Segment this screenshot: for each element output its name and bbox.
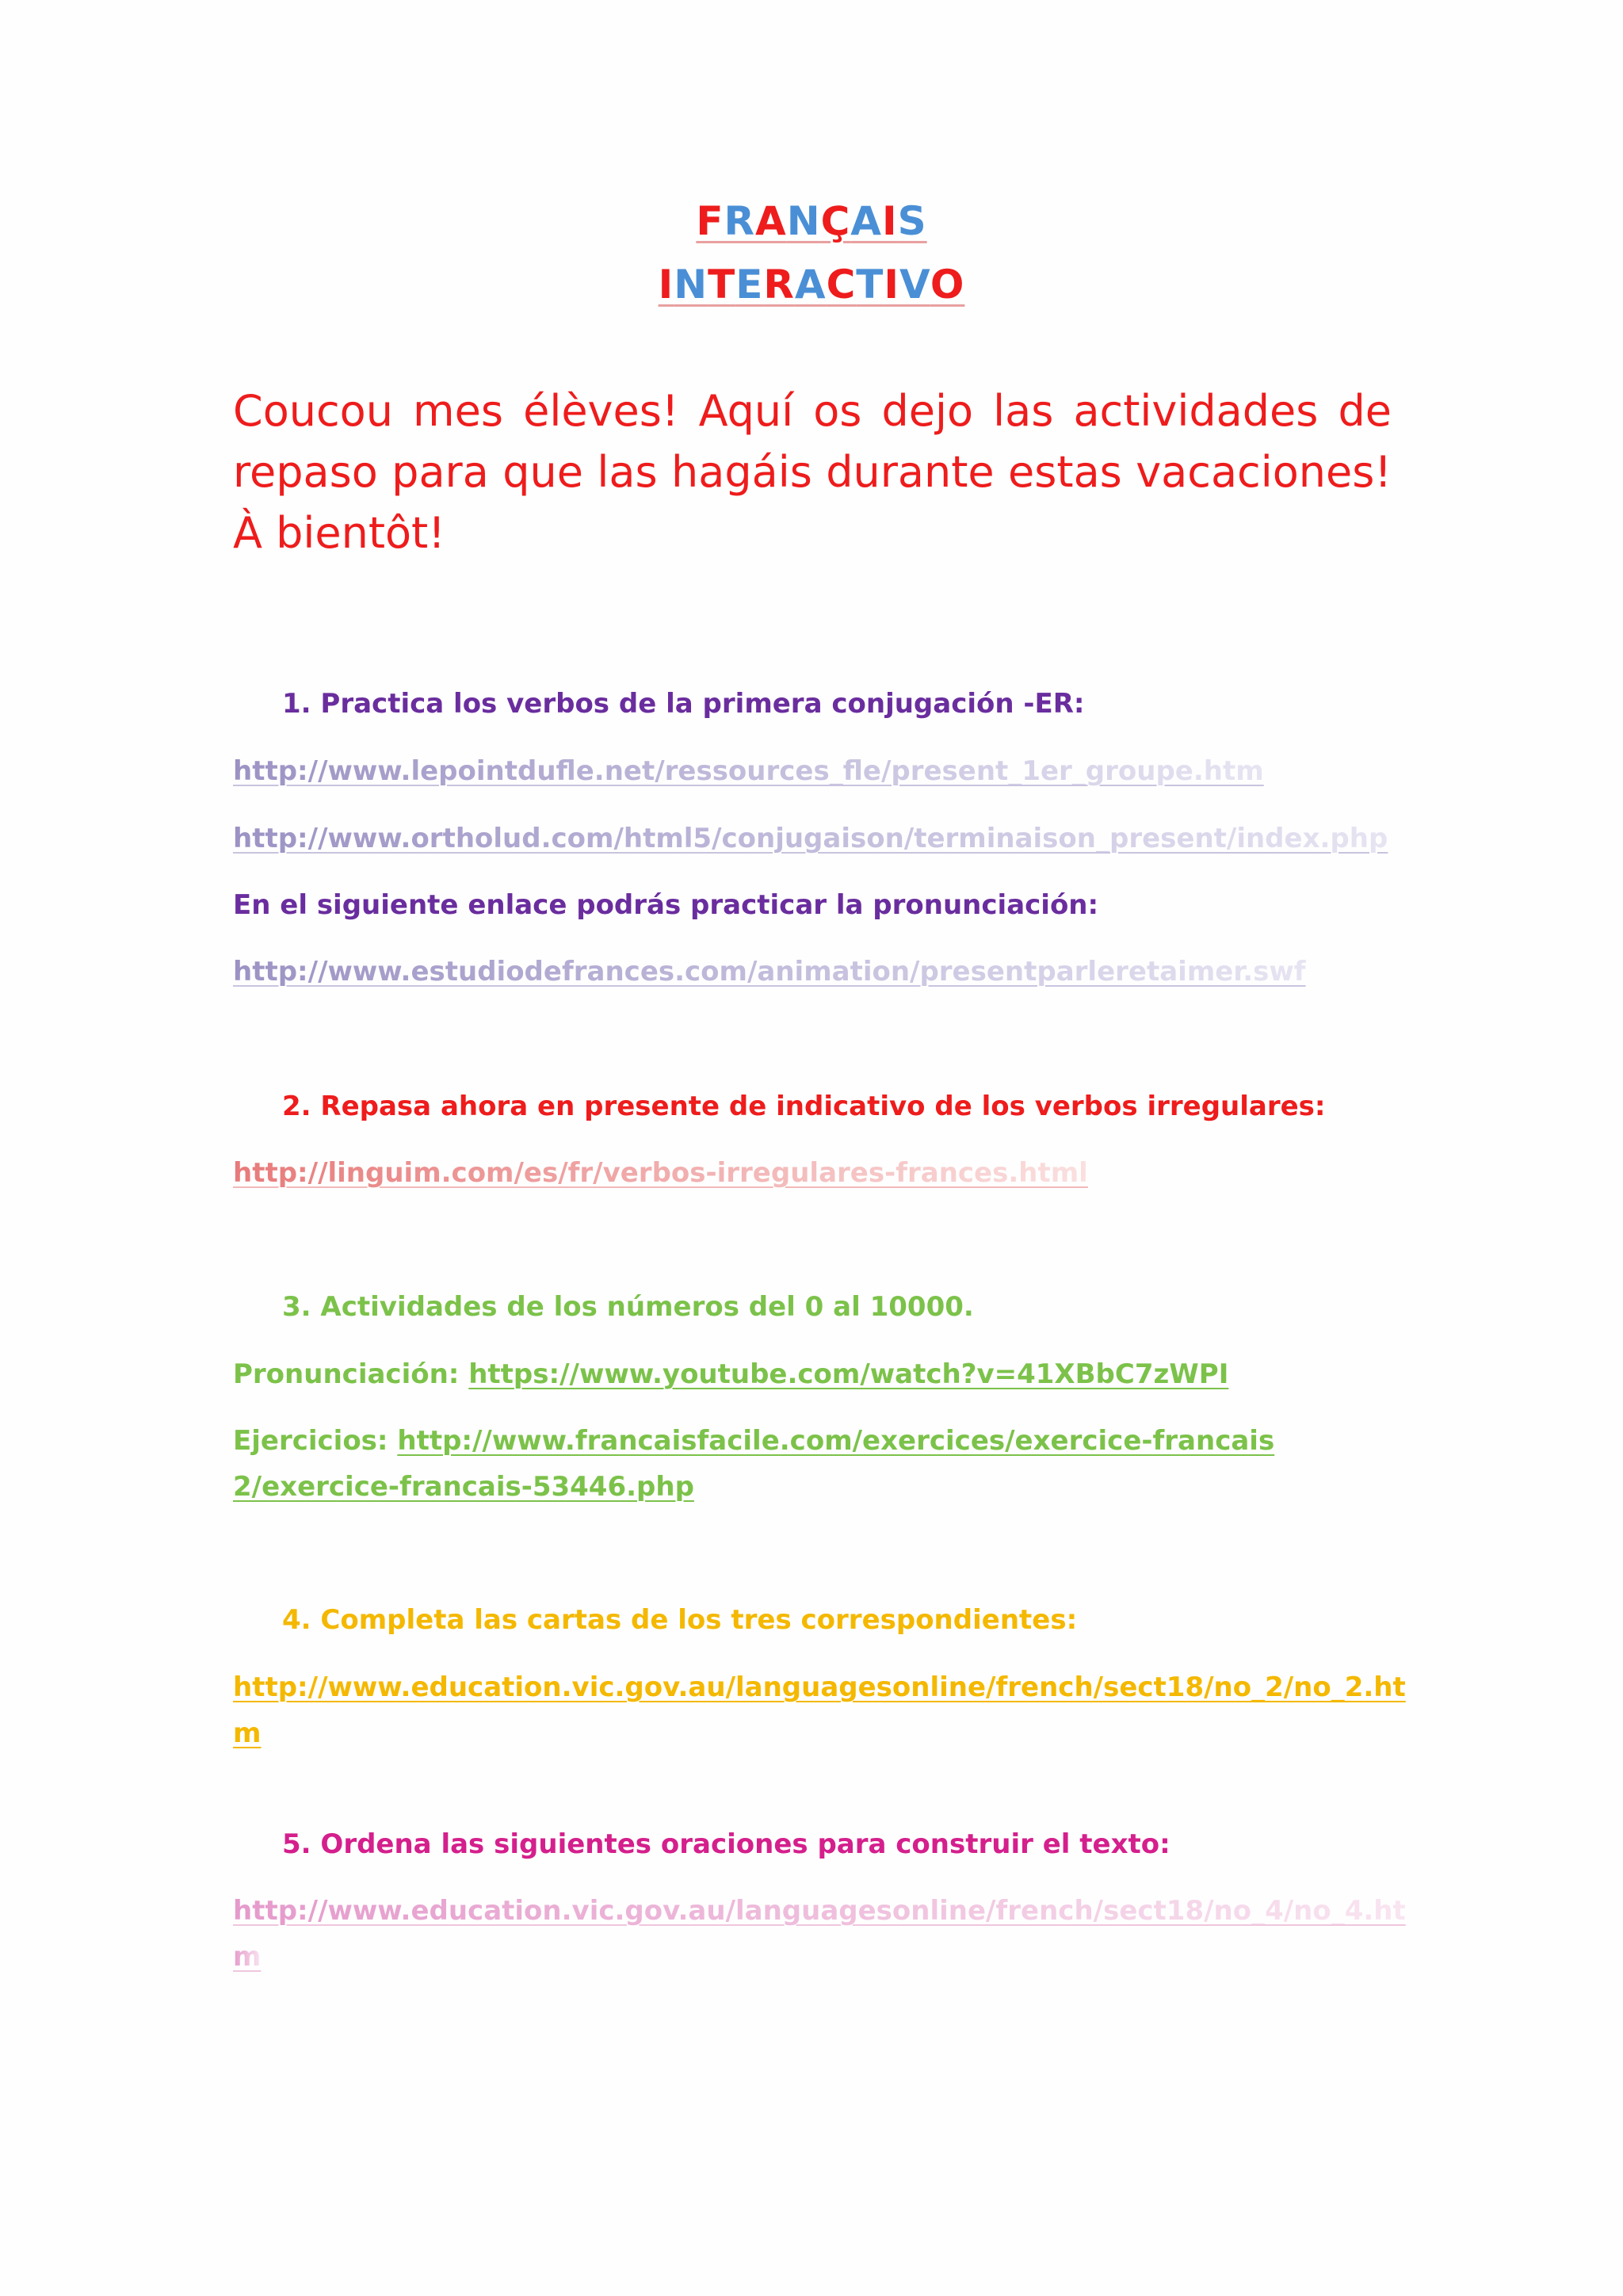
title-1-letter-4: Ç <box>820 198 851 244</box>
title-2-letter-5: A <box>794 262 827 308</box>
title-1-letter-2: A <box>755 198 787 244</box>
title-2-letter-3: E <box>735 262 764 308</box>
section-3-pronunciation-label: Pronunciación: <box>233 1358 469 1390</box>
title-1-letter-0: F <box>696 198 724 244</box>
section-1-heading: 1. Practica los verbos de la primera conjugación -ER: <box>282 688 1085 720</box>
section-1-link-3[interactable]: http://www.estudiodefrances.com/animation/presentparleretaimer.swf <box>233 956 1306 988</box>
title-2-letter-9: V <box>899 262 930 308</box>
section-3-exercises-label: Ejercicios: <box>233 1425 398 1457</box>
title-1-letter-5: A <box>850 198 882 244</box>
title-2-letter-4: R <box>763 262 795 308</box>
section-1-link-2[interactable]: http://www.ortholud.com/html5/conjugaison/terminaison_present/index.php <box>233 823 1388 854</box>
title-2-letter-2: T <box>708 262 736 308</box>
section-5-heading: 5. Ordena las siguientes oraciones para construir el texto: <box>282 1828 1170 1860</box>
section-1-link-1[interactable]: http://www.lepointdufle.net/ressources_fle/present_1er_groupe.htm <box>233 755 1264 787</box>
title-2-letter-1: N <box>674 262 708 308</box>
intro-paragraph: Coucou mes élèves! Aquí os dejo las actividades de repaso para que las hagáis durante estas vacaciones! À bientôt! <box>233 386 1392 558</box>
title-2-letter-8: I <box>884 262 900 308</box>
section-5-link-cont[interactable]: m <box>233 1941 262 1973</box>
section-1-pronunciation-text: En el siguiente enlace podrás practicar la pronunciación: <box>233 889 1099 921</box>
title-2-letter-0: I <box>658 262 674 308</box>
title-1-letter-1: R <box>724 198 756 244</box>
section-3-pronunciation-row <box>233 1358 1228 1390</box>
section-4-link-cont[interactable]: m <box>233 1717 262 1749</box>
title-1-letter-6: I <box>882 198 898 244</box>
section-5-link[interactable]: http://www.education.vic.gov.au/languagesonline/french/sect18/no_4/no_4.ht <box>233 1895 1406 1927</box>
section-4-link[interactable]: http://www.education.vic.gov.au/languagesonline/french/sect18/no_2/no_2.ht <box>233 1671 1406 1703</box>
title-1-letter-7: S <box>897 198 927 244</box>
title-line-2 <box>0 262 1623 308</box>
title-1-letter-3: N <box>786 198 821 244</box>
title-2-letter-10: O <box>930 262 965 308</box>
section-2-heading: 2. Repasa ahora en presente de indicativo de los verbos irregulares: <box>282 1091 1326 1122</box>
section-3-exercises-row <box>233 1425 1274 1457</box>
title-line-1 <box>0 198 1623 244</box>
section-3-exercises-link[interactable]: http://www.francaisfacile.com/exercices/exercice-francais <box>397 1425 1275 1457</box>
title-2-letter-7: T <box>856 262 884 308</box>
section-3-heading: 3. Actividades de los números del 0 al 10000. <box>282 1291 974 1323</box>
section-3-pronunciation-link[interactable]: https://www.youtube.com/watch?v=41XBbC7zWPI <box>468 1358 1229 1390</box>
section-3-exercises-link-cont[interactable]: 2/exercice-francais-53446.php <box>233 1471 694 1503</box>
section-2-link[interactable]: http://linguim.com/es/fr/verbos-irregulares-frances.html <box>233 1157 1088 1189</box>
title-2-letter-6: C <box>826 262 857 308</box>
section-4-heading: 4. Completa las cartas de los tres correspondientes: <box>282 1604 1078 1636</box>
